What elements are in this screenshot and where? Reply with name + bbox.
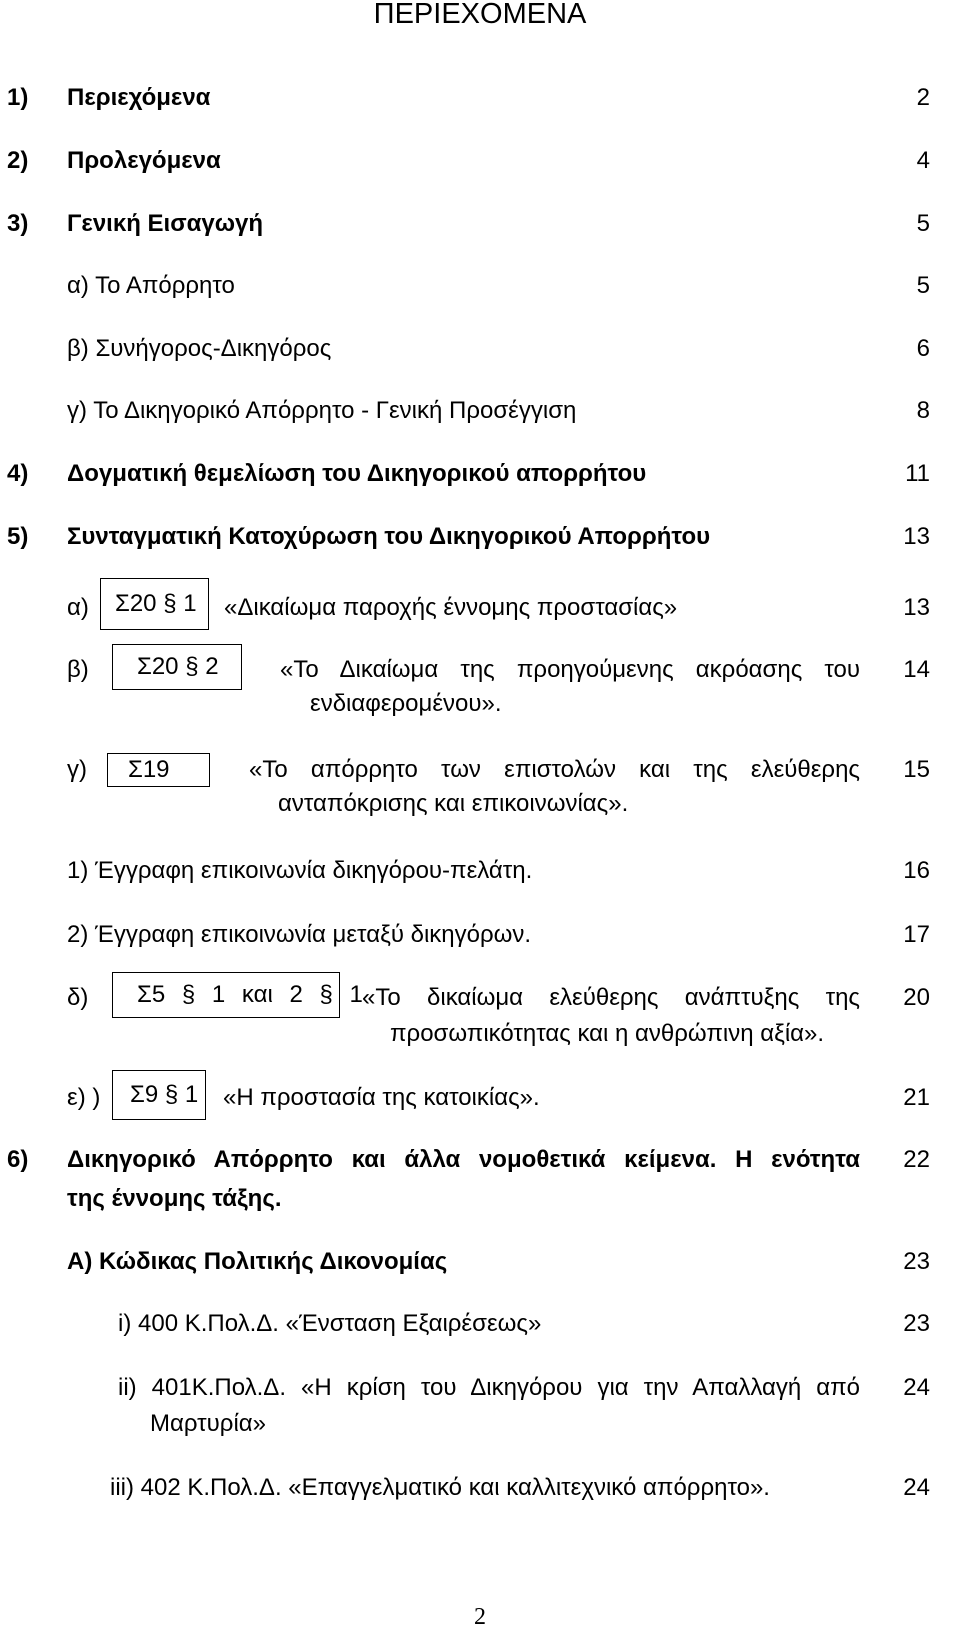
toc-page-6a-ii: 24 [903, 1374, 930, 1401]
article-box-5c: Σ19 [107, 753, 210, 787]
toc-page-5a: 13 [903, 594, 930, 621]
article-box-5e: Σ9 § 1 [112, 1070, 206, 1120]
toc-entry-5b: «Το Δικαίωμα της προηγούμενης ακρόασης του [280, 656, 860, 683]
toc-label-5a: α) [67, 594, 89, 621]
toc-entry-3c: γ) Το Δικηγορικό Απόρρητο - Γενική Προσέγγιση [67, 397, 577, 424]
toc-entry-3a: α) Το Απόρρητο [67, 272, 235, 299]
toc-page-6a-iii: 24 [903, 1474, 930, 1501]
toc-page-6a: 23 [903, 1248, 930, 1275]
toc-label-5c: γ) [67, 756, 87, 783]
toc-label-2: 2) [7, 147, 29, 174]
toc-entry-5d: «Το δικαίωμα ελεύθερης ανάπτυξης της [362, 984, 860, 1011]
toc-page-3a: 5 [916, 272, 930, 299]
toc-label-5: 5) [7, 523, 29, 550]
toc-page-6a-i: 23 [903, 1310, 930, 1337]
toc-page-5: 13 [903, 523, 930, 550]
toc-page-5d: 20 [903, 984, 930, 1011]
toc-label-5d: δ) [67, 984, 89, 1011]
toc-page-6: 22 [903, 1146, 930, 1173]
article-box-5d: Σ5 § 1 και 2 § 1 [112, 972, 340, 1018]
toc-entry-6a: Α) Κώδικας Πολιτικής Δικονομίας [67, 1248, 448, 1275]
toc-label-6: 6) [7, 1146, 29, 1173]
toc-label-4: 4) [7, 460, 29, 487]
toc-page-5e: 21 [903, 1084, 930, 1111]
toc-page-5c: 15 [903, 756, 930, 783]
toc-entry-6a-iii: iii) 402 Κ.Πολ.Δ. «Επαγγελματικό και καλλιτεχνικό απόρρητο». [110, 1474, 770, 1501]
toc-entry-5c: «Το απόρρητο των επιστολών και της ελεύθερης [249, 756, 860, 783]
toc-entry-2: Προλεγόμενα [67, 147, 221, 174]
page-number: 2 [474, 1604, 486, 1630]
page-title: ΠΕΡΙΕΧΟΜΕΝΑ [373, 0, 587, 30]
toc-label-5b: β) [67, 656, 89, 683]
toc-entry-1: Περιεχόμενα [67, 84, 211, 111]
toc-entry-5: Συνταγματική Κατοχύρωση του Δικηγορικού Απορρήτου [67, 523, 711, 550]
toc-page-5b: 14 [903, 656, 930, 683]
toc-entry-5d-cont: προσωπικότητας και η ανθρώπινη αξία». [390, 1020, 825, 1047]
toc-page-3b: 6 [916, 335, 930, 362]
toc-entry-5b-cont: ενδιαφερομένου». [310, 690, 502, 717]
toc-entry-5c-1: 1) Έγγραφη επικοινωνία δικηγόρου-πελάτη. [67, 857, 533, 884]
article-box-5a: Σ20 § 1 [100, 578, 209, 630]
toc-entry-6a-ii-cont: Μαρτυρία» [150, 1410, 266, 1437]
toc-entry-5c-2: 2) Έγγραφη επικοινωνία μεταξύ δικηγόρων. [67, 921, 532, 948]
toc-entry-3: Γενική Εισαγωγή [67, 210, 264, 237]
toc-entry-5a: «Δικαίωμα παροχής έννομης προστασίας» [224, 594, 678, 621]
toc-page-5c-2: 17 [903, 921, 930, 948]
toc-page-4: 11 [905, 460, 930, 487]
toc-page-3: 5 [916, 210, 930, 237]
toc-label-3: 3) [7, 210, 29, 237]
toc-entry-5e: «Η προστασία της κατοικίας». [223, 1084, 540, 1111]
toc-page-3c: 8 [916, 397, 930, 424]
toc-page-2: 4 [916, 147, 930, 174]
toc-page-1: 2 [916, 84, 930, 111]
toc-entry-6a-i: i) 400 Κ.Πολ.Δ. «Ένσταση Εξαιρέσεως» [118, 1310, 542, 1337]
toc-entry-4: Δογματική θεμελίωση του Δικηγορικού απορρήτου [67, 460, 647, 487]
toc-entry-6-cont: της έννομης τάξης. [67, 1185, 282, 1212]
toc-entry-3b: β) Συνήγορος-Δικηγόρος [67, 335, 332, 362]
toc-entry-6a-ii: ii) 401Κ.Πολ.Δ. «Η κρίση του Δικηγόρου για την Απαλλαγή από [118, 1374, 860, 1401]
toc-label-1: 1) [7, 84, 29, 111]
toc-page-5c-1: 16 [903, 857, 930, 884]
toc-entry-5c-cont: ανταπόκρισης και επικοινωνίας». [278, 790, 629, 817]
toc-entry-6: Δικηγορικό Απόρρητο και άλλα νομοθετικά κείμενα. Η ενότητα [67, 1146, 860, 1173]
article-box-5b: Σ20 § 2 [112, 644, 242, 690]
toc-label-5e: ε) ) [67, 1084, 101, 1111]
